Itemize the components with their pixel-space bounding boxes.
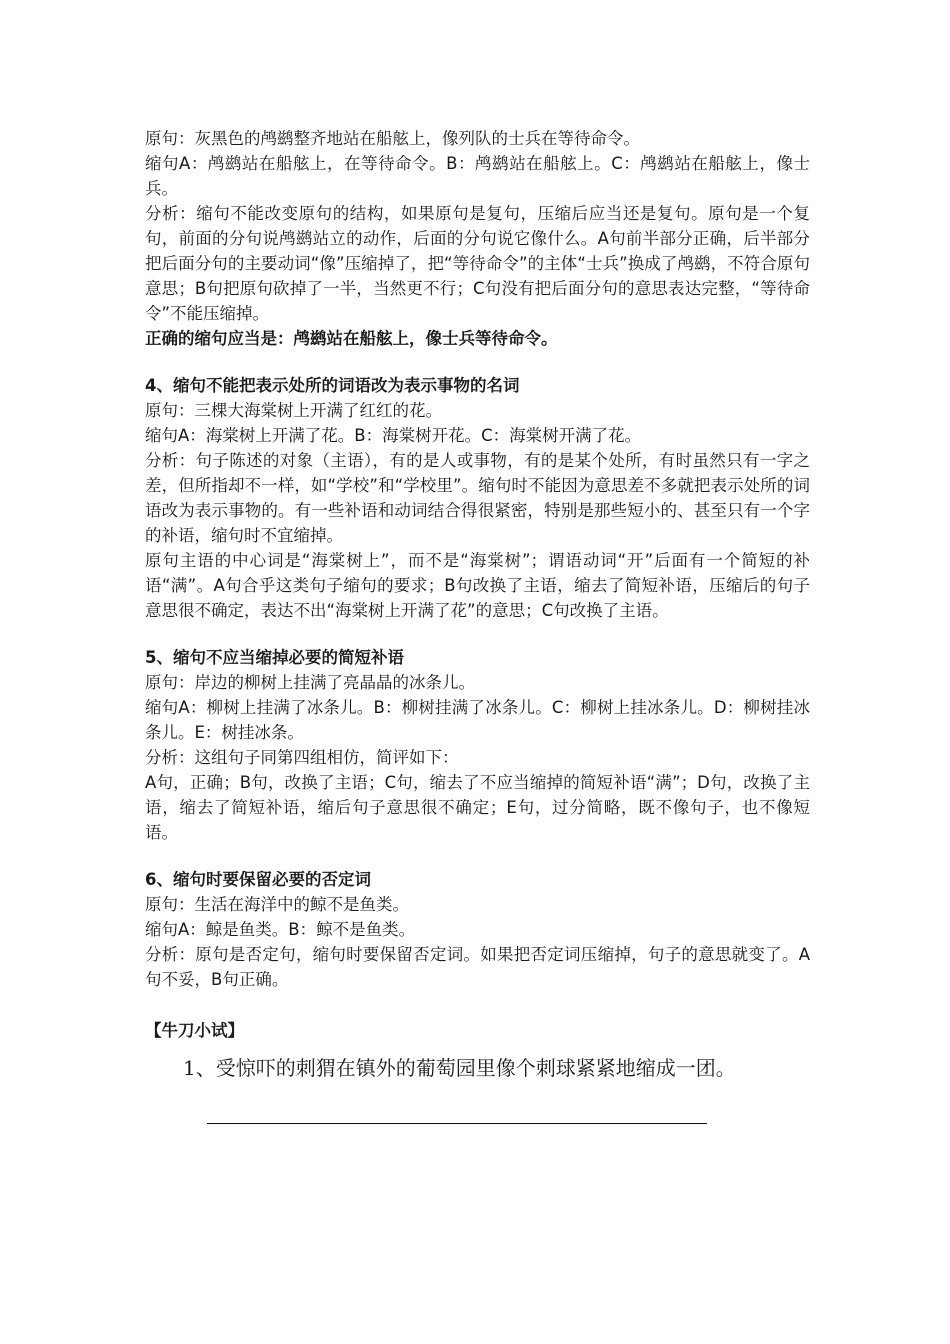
original-sentence: 原句：生活在海洋中的鲸不是鱼类。: [145, 895, 409, 914]
section-5: [145, 645, 810, 845]
conclusion-text: 正确的缩句应当是：鸬鹚站在船舷上，像士兵等待命令。: [145, 329, 558, 348]
condensed-options: 缩句A：柳树上挂满了冰条儿。B：柳树挂满了冰条儿。C：柳树上挂冰条儿。D：柳树挂冰条儿。E：树挂冰条。: [145, 698, 810, 742]
practice-question: 1、受惊吓的刺猬在镇外的葡萄园里像个刺球紧紧地缩成一团。: [183, 1056, 736, 1080]
section-4: [145, 373, 810, 623]
analysis-paragraph: A句，正确；B句，改换了主语；C句，缩去了不应当缩掉的简短补语“满”；D句，改换了主语，缩去了简短补语，缩后句子意思很不确定；E句，过分简略，既不像句子，也不像短语。: [145, 773, 810, 842]
section-3-example: [145, 126, 810, 351]
analysis-paragraph: 分析：句子陈述的对象（主语），有的是人或事物，有的是某个处所，有时虽然只有一字之差，但所指却不一样，如“学校”和“学校里”。缩句时不能因为意思差不多就把表示处所的词语改为表示事物的。有一些补语和动词结合得很紧密，特别是那些短小的、甚至只有一个字的补语，缩句时不宜缩掉。: [145, 451, 810, 545]
analysis-intro: 分析：这组句子同第四组相仿，简评如下：: [145, 748, 459, 767]
section-heading: 5、缩句不应当缩掉必要的简短补语: [145, 648, 404, 667]
section-6: [145, 867, 810, 992]
condensed-options: 缩句A：海棠树上开满了花。B：海棠树开花。C：海棠树开满了花。: [145, 426, 642, 445]
original-sentence: 原句：灰黑色的鸬鹚整齐地站在船舷上，像列队的士兵在等待命令。: [145, 129, 640, 148]
document-page: [145, 126, 810, 1124]
practice-title: 【牛刀小试】: [145, 1021, 244, 1040]
analysis-paragraph: 分析：原句是否定句，缩句时要保留否定词。如果把否定词压缩掉，句子的意思就变了。A句不妥，B句正确。: [145, 945, 810, 989]
analysis-paragraph: 分析：缩句不能改变原句的结构，如果原句是复句，压缩后应当还是复句。原句是一个复句，前面的分句说鸬鹚站立的动作，后面的分句说它像什么。A句前半部分正确，后半部分把后面分句的主要动词“像”压缩掉了，把“等待命令”的主体“士兵”换成了鸬鹚，不符合原句意思；B句把原句砍掉了一半，当然更不行；C句没有把后面分句的意思表达完整，“等待命令”不能压缩掉。: [145, 204, 810, 323]
condensed-options: 缩句A：鸬鹚站在船舷上，在等待命令。B：鸬鹚站在船舷上。C：鸬鹚站在船舷上，像士兵。: [145, 154, 810, 198]
condensed-options: 缩句A：鲸是鱼类。B：鲸不是鱼类。: [145, 920, 416, 939]
original-sentence: 原句：三棵大海棠树上开满了红红的花。: [145, 401, 442, 420]
analysis-paragraph: 原句主语的中心词是“海棠树上”，而不是“海棠树”；谓语动词“开”后面有一个简短的补语“满”。A句合乎这类句子缩句的要求；B句改换了主语，缩去了简短补语，压缩后的句子意思很不确定，表达不出“海棠树上开满了花”的意思；C句改换了主语。: [145, 551, 810, 620]
original-sentence: 原句：岸边的柳树上挂满了亮晶晶的冰条儿。: [145, 673, 475, 692]
answer-line[interactable]: [207, 1123, 707, 1124]
practice-section: [145, 1018, 810, 1124]
section-heading: 4、缩句不能把表示处所的词语改为表示事物的名词: [145, 376, 520, 395]
section-heading: 6、缩句时要保留必要的否定词: [145, 870, 371, 889]
